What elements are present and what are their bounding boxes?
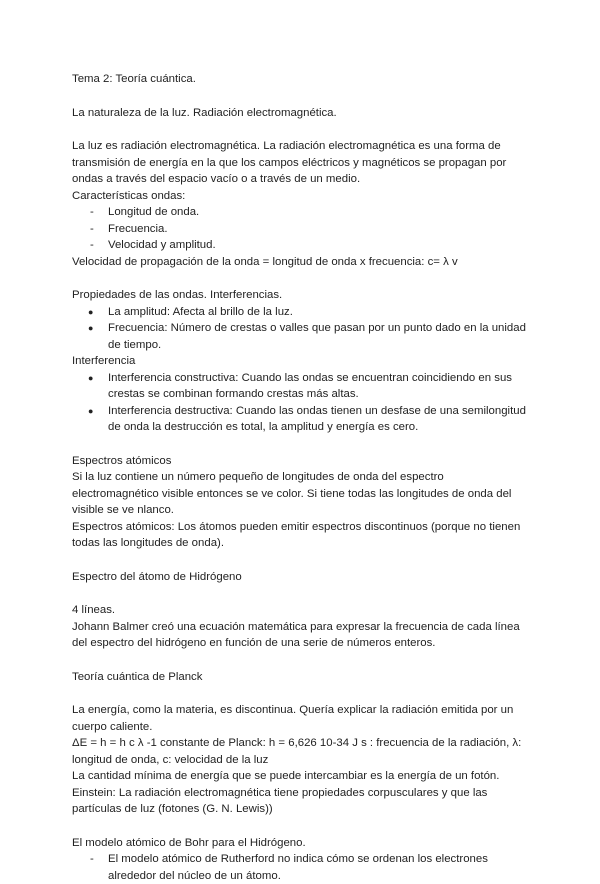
einstein-paragraph: Einstein: La radiación electromagnética tiene propiedades corpusculares y que las partículas de luz (fotones (G. N. Lewis)) bbox=[72, 786, 488, 815]
characteristics-list bbox=[72, 204, 532, 254]
list-item: ● Interferencia destructiva: Cuando las ondas tienen un desfase de una semilongitud de onda la destrucción es total, la amplitud y energía es cero. bbox=[88, 404, 526, 433]
interference-title: Interferencia bbox=[72, 355, 136, 367]
interference-list bbox=[72, 370, 532, 436]
list-item: ● La amplitud: Afecta al brillo de la luz. bbox=[72, 304, 532, 321]
velocity-formula: Velocidad de propagación de la onda = longitud de onda x frecuencia: c= λ v bbox=[72, 255, 458, 268]
planck-title: Teoría cuántica de Planck bbox=[72, 670, 203, 683]
list-item: - Longitud de onda. bbox=[72, 204, 532, 221]
document-page bbox=[72, 71, 532, 884]
bullet-marker: ● bbox=[88, 405, 94, 416]
spectra-paragraph: Espectros atómicos: Los átomos pueden emitir espectros discontinuos (porque no tienen todas las longitudes de onda). bbox=[72, 520, 521, 549]
list-item: - Frecuencia. bbox=[72, 221, 532, 238]
characteristics-title: Características ondas: bbox=[72, 189, 186, 202]
bullet-marker: ● bbox=[88, 306, 94, 317]
hydrogen-title: Espectro del átomo de Hidrógeno bbox=[72, 570, 242, 583]
list-item: - Velocidad y amplitud. bbox=[72, 237, 532, 254]
properties-title: Propiedades de las ondas. Interferencias. bbox=[72, 289, 283, 301]
bullet-marker: ● bbox=[88, 372, 94, 383]
balmer-paragraph: Johann Balmer creó una ecuación matemática para expresar la frecuencia de cada línea del espectro del hidrógeno en función de una serie de números enteros. bbox=[72, 620, 520, 649]
spectra-title: Espectros atómicos bbox=[72, 454, 172, 467]
planck-paragraph: La cantidad mínima de energía que se puede intercambiar es la energía de un fotón. bbox=[72, 770, 500, 782]
planck-formula: ΔE = h = h c λ -1 constante de Planck: h = 6,626 10-34 J s : frecuencia de la radiación, λ: longitud de onda, c: velocidad de la luz bbox=[72, 737, 522, 766]
planck-paragraph: La energía, como la materia, es discontinua. Quería explicar la radiación emitida por un cuerpo caliente. bbox=[72, 704, 514, 733]
dash-marker: - bbox=[90, 239, 94, 251]
intro-paragraph: La luz es radiación electromagnética. La radiación electromagnética es una forma de transmisión de energía en la que los campos eléctricos y magnéticos se propagan por ondas a través del espacio vacío o a través de un medio. bbox=[72, 140, 507, 185]
bohr-title: El modelo atómico de Bohr para el Hidrógeno. bbox=[72, 836, 306, 849]
dash-marker: - bbox=[90, 853, 94, 865]
hydrogen-lines: 4 líneas. bbox=[72, 604, 116, 616]
spectra-paragraph: Si la luz contiene un número pequeño de longitudes de onda del espectro electromagnético visible entonces se ve color. Si tiene todas las longitudes de onda del visible se ve nlanco. bbox=[72, 471, 512, 516]
bullet-marker: ● bbox=[88, 323, 94, 333]
bohr-list bbox=[72, 851, 532, 884]
document-heading: Tema 2: Teoría cuántica. bbox=[72, 73, 196, 85]
properties-list bbox=[72, 304, 532, 354]
list-item: ● Frecuencia: Número de crestas o valles que pasan por un punto dado en la unidad de tiempo. bbox=[88, 322, 526, 351]
dash-marker: - bbox=[90, 206, 94, 218]
dash-marker: - bbox=[90, 222, 94, 235]
section-title-light: La naturaleza de la luz. Radiación electromagnética. bbox=[72, 106, 337, 119]
list-item: - El modelo atómico de Rutherford no indica cómo se ordenan los electrones alrededor del núcleo de un átomo. bbox=[90, 853, 488, 882]
list-item: ● Interferencia constructiva: Cuando las ondas se encuentran coincidiendo en sus crestas se combinan formando crestas más altas. bbox=[88, 371, 512, 400]
